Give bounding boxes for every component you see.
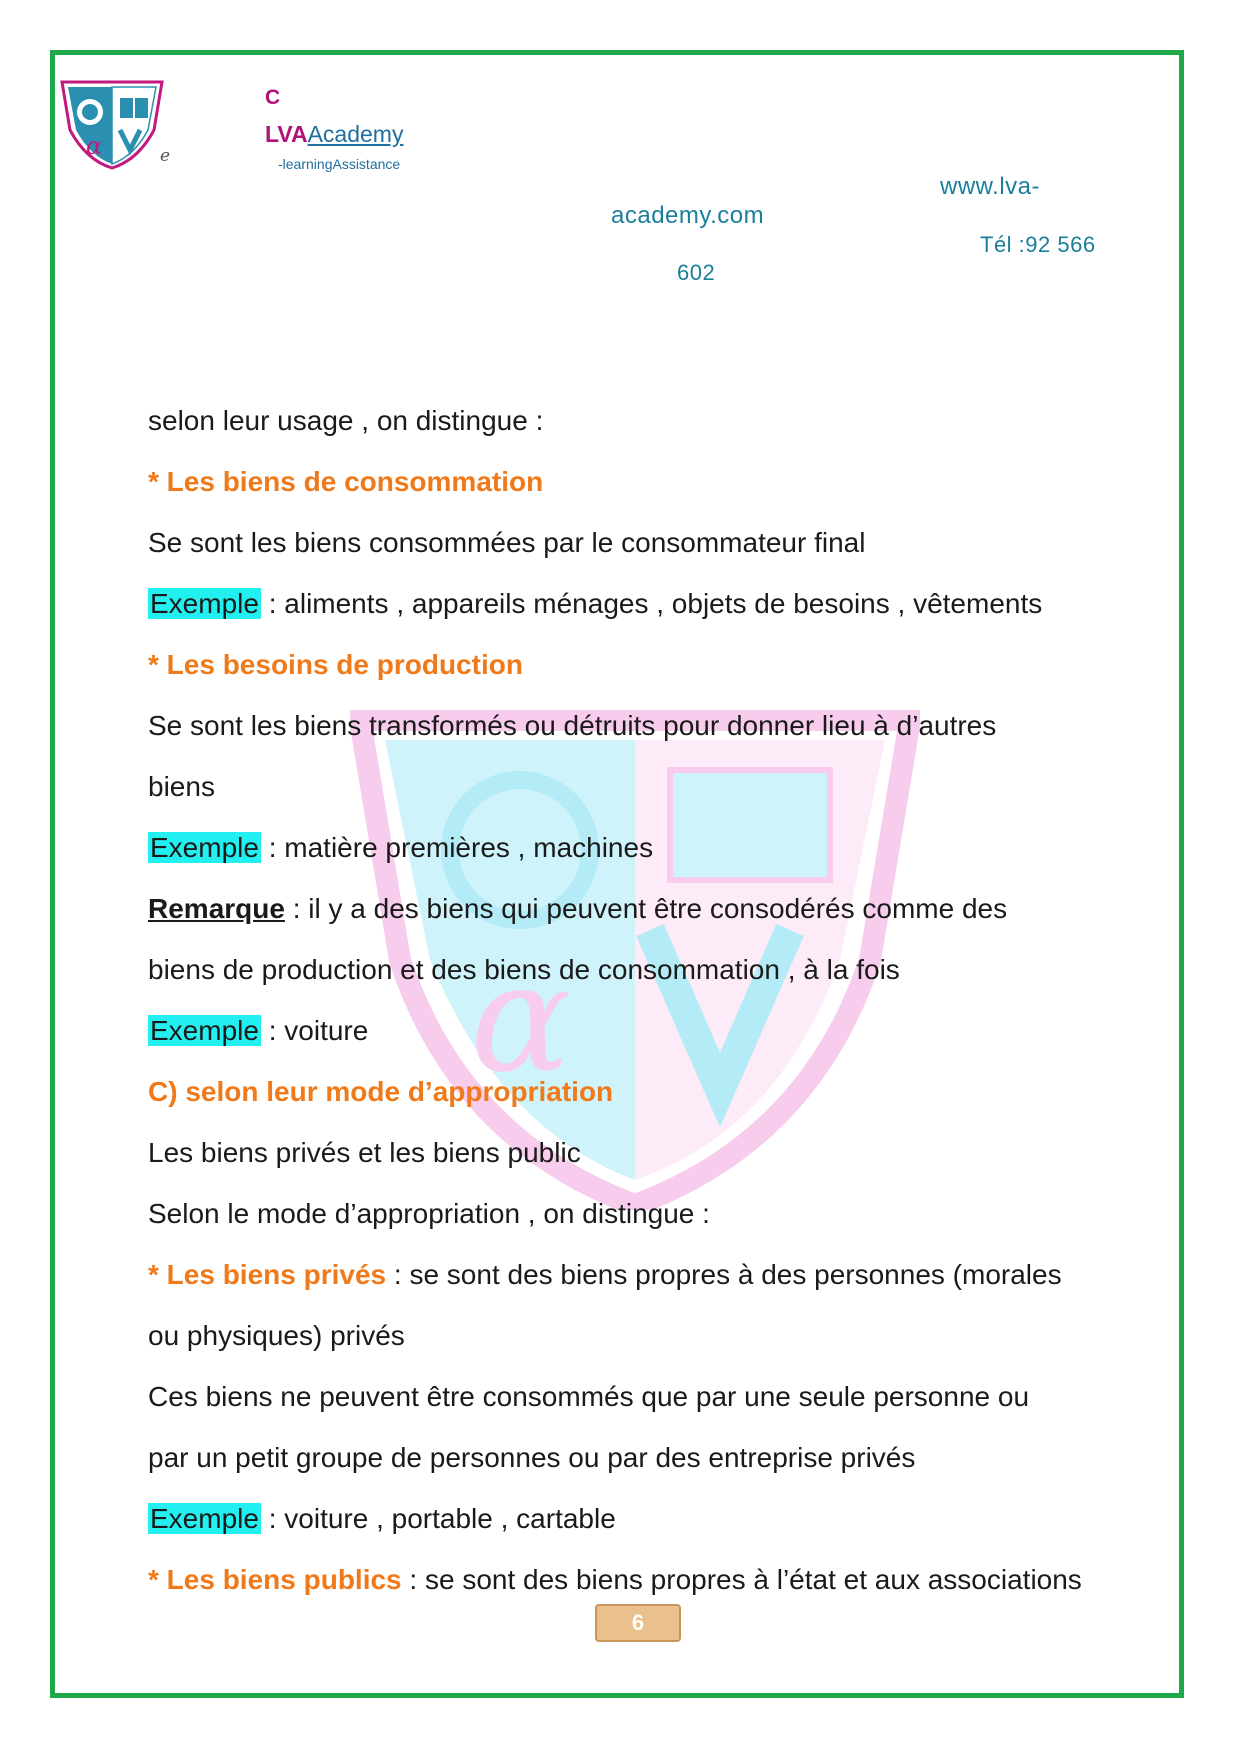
svg-text:α: α bbox=[86, 132, 103, 160]
brand-academy-link[interactable]: Academy bbox=[307, 121, 404, 147]
document-body bbox=[148, 390, 1138, 1610]
term-label: * Les biens publics bbox=[148, 1564, 402, 1595]
phone-number-cont: 602 bbox=[677, 260, 716, 285]
logo-e-mark: e bbox=[160, 146, 171, 166]
example-line bbox=[148, 573, 1138, 634]
example-line bbox=[148, 1488, 1138, 1549]
paragraph: Se sont les biens transformés ou détruits pour donner lieu à d’autres bbox=[148, 710, 997, 741]
paragraph: Ces biens ne peuvent être consommés que par une seule personne ou bbox=[148, 1381, 1030, 1412]
brand-initial: C bbox=[265, 86, 281, 109]
paragraph: ou physiques) privés bbox=[148, 1320, 405, 1351]
example-text: : voiture bbox=[260, 1015, 369, 1046]
example-label: Exemple bbox=[150, 1015, 259, 1046]
section-heading: C) selon leur mode d’appropriation bbox=[148, 1076, 614, 1107]
definition-line bbox=[148, 1244, 1138, 1305]
definition-text: : se sont des biens propres à des personnes (morales bbox=[386, 1259, 1062, 1290]
paragraph: Les biens privés et les biens public bbox=[148, 1137, 581, 1168]
paragraph: Selon le mode d’appropriation , on distingue : bbox=[148, 1198, 710, 1229]
page-number: 6 bbox=[595, 1604, 681, 1642]
definition-text: : se sont des biens propres à l’état et aux associations bbox=[401, 1564, 1082, 1595]
phone-number: Tél :92 566 bbox=[980, 232, 1096, 257]
remark-label: Remarque bbox=[148, 893, 285, 924]
term-label: * Les biens privés bbox=[148, 1259, 387, 1290]
paragraph: par un petit groupe de personnes ou par des entreprise privés bbox=[148, 1442, 916, 1473]
academy-logo-icon bbox=[58, 78, 166, 170]
paragraph: selon leur usage , on distingue : bbox=[148, 405, 544, 436]
subheading: * Les besoins de production bbox=[148, 649, 523, 680]
example-text: : aliments , appareils ménages , objets de besoins , vêtements bbox=[260, 588, 1043, 619]
website-link-part1[interactable]: www.lva- bbox=[940, 173, 1041, 200]
subheading: * Les biens de consommation bbox=[148, 466, 544, 497]
remark-text: : il y a des biens qui peuvent être consodérés comme des bbox=[284, 893, 1008, 924]
example-text: : voiture , portable , cartable bbox=[260, 1503, 616, 1534]
paragraph: Se sont les biens consommées par le consommateur final bbox=[148, 527, 866, 558]
paragraph: biens de production et des biens de consommation , à la fois bbox=[148, 954, 900, 985]
remark-line bbox=[148, 878, 1138, 939]
brand-lva: LVA bbox=[265, 121, 308, 147]
brand-name bbox=[265, 121, 403, 148]
example-label: Exemple bbox=[150, 832, 259, 863]
example-line bbox=[148, 1000, 1138, 1061]
example-label: Exemple bbox=[150, 588, 259, 619]
example-label: Exemple bbox=[150, 1503, 259, 1534]
paragraph: biens bbox=[148, 771, 215, 802]
example-line bbox=[148, 817, 1138, 878]
svg-text:α: α bbox=[470, 932, 572, 1106]
example-text: : matière premières , machines bbox=[260, 832, 654, 863]
brand-tagline: -learningAssistance bbox=[278, 156, 401, 172]
website-link-part2[interactable]: academy.com bbox=[611, 202, 765, 229]
definition-line bbox=[148, 1549, 1138, 1610]
